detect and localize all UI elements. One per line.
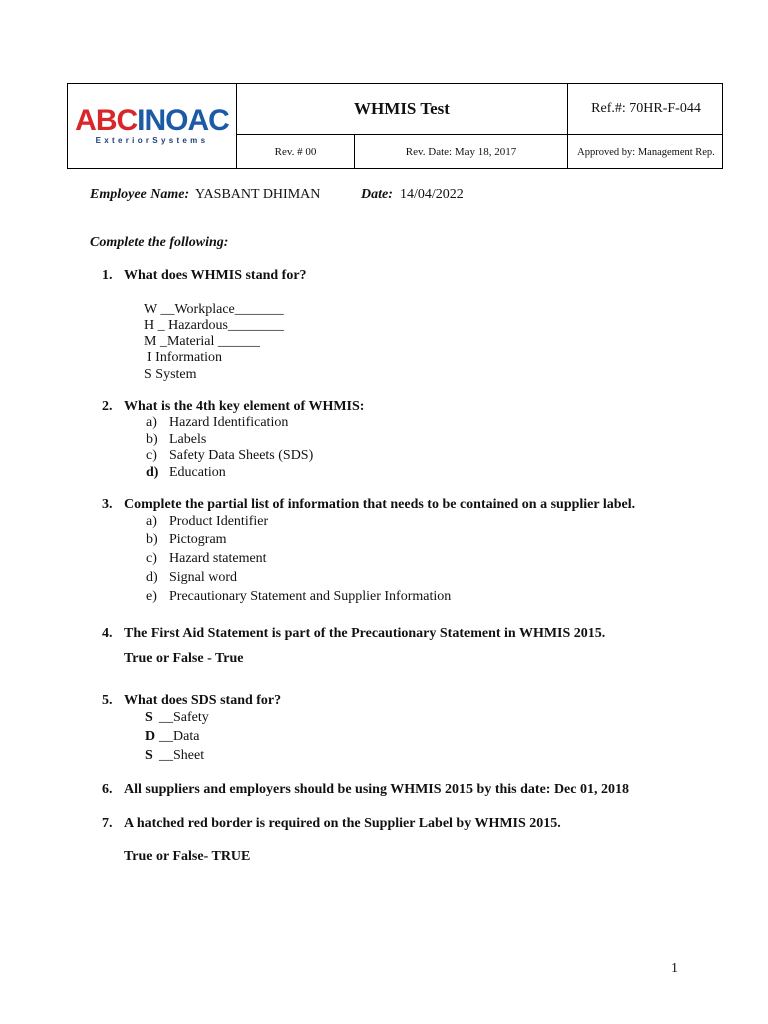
document-header-table: [67, 83, 723, 169]
question-number: 2.: [102, 399, 113, 414]
sds-letter: D: [145, 729, 156, 744]
question-4-text: The First Aid Statement is part of the Precautionary Statement in WHMIS 2015.: [124, 626, 606, 641]
question-4-answer: True or False - True: [124, 651, 244, 666]
answer-line: I Information: [147, 350, 223, 365]
question-number: 1.: [102, 268, 113, 283]
answer-line: W __Workplace_______: [144, 302, 284, 317]
question-6-text: All suppliers and employers should be using WHMIS 2015 by this date: Dec 01, 2018: [124, 782, 629, 797]
sds-word: __Sheet: [159, 748, 205, 763]
approved-by: Approved by: Management Rep.: [577, 146, 715, 158]
question-number: 6.: [102, 782, 113, 797]
question-number: 7.: [102, 816, 113, 831]
option-letter: a): [146, 514, 157, 529]
question-number: 3.: [102, 497, 113, 512]
sds-word: __Data: [159, 729, 200, 744]
question-number: 5.: [102, 693, 113, 708]
answer-line: H _ Hazardous________: [144, 318, 284, 333]
logo-part-abc: ABC: [75, 104, 138, 137]
option-text: Safety Data Sheets (SDS): [169, 448, 314, 463]
sds-letter: S: [145, 710, 153, 725]
reference-number: Ref.#: 70HR-F-044: [591, 101, 701, 116]
employee-name-value: YASBANT DHIMAN: [195, 187, 321, 202]
company-logo: [68, 84, 236, 168]
option-text: Precautionary Statement and Supplier Information: [169, 589, 452, 604]
sds-letter: S: [145, 748, 153, 763]
revision-date: Rev. Date: May 18, 2017: [405, 146, 517, 158]
question-5-text: What does SDS stand for?: [124, 693, 282, 708]
option-text: Pictogram: [169, 532, 227, 547]
option-letter: c): [146, 448, 157, 463]
option-letter-selected: d): [146, 465, 159, 480]
employee-name-label: Employee Name:: [90, 187, 190, 202]
answer-line: S System: [144, 367, 197, 382]
option-text: Education: [169, 465, 226, 480]
revision-number: Rev. # 00: [274, 146, 317, 158]
option-letter: d): [146, 570, 158, 585]
logo-wordmark: [75, 104, 229, 137]
sds-word: __Safety: [159, 710, 209, 725]
option-letter: e): [146, 589, 157, 604]
option-text: Product Identifier: [169, 514, 269, 529]
logo-subtitle: ExteriorSystems: [95, 136, 209, 145]
question-7-answer: True or False- TRUE: [124, 849, 251, 864]
date-label: Date:: [361, 187, 393, 202]
option-text: Labels: [169, 432, 207, 447]
option-text: Hazard Identification: [169, 415, 289, 430]
option-letter: a): [146, 415, 157, 430]
document-title: WHMIS Test: [354, 99, 450, 118]
instruction-text: Complete the following:: [90, 235, 229, 250]
option-text: Hazard statement: [169, 551, 267, 566]
question-2-text: What is the 4th key element of WHMIS:: [124, 399, 365, 414]
question-number: 4.: [102, 626, 113, 641]
page-number: 1: [671, 961, 678, 976]
date-value: 14/04/2022: [400, 187, 464, 202]
logo-part-inoac: INOAC: [137, 104, 229, 137]
answer-line: M _Material ______: [144, 334, 260, 349]
option-text: Signal word: [169, 570, 238, 585]
option-letter: c): [146, 551, 157, 566]
option-letter: b): [146, 432, 158, 447]
option-letter: b): [146, 532, 158, 547]
question-7-text: A hatched red border is required on the Supplier Label by WHMIS 2015.: [124, 816, 561, 831]
question-3-text: Complete the partial list of information that needs to be contained on a supplier label.: [124, 497, 636, 512]
question-1-text: What does WHMIS stand for?: [124, 268, 307, 283]
